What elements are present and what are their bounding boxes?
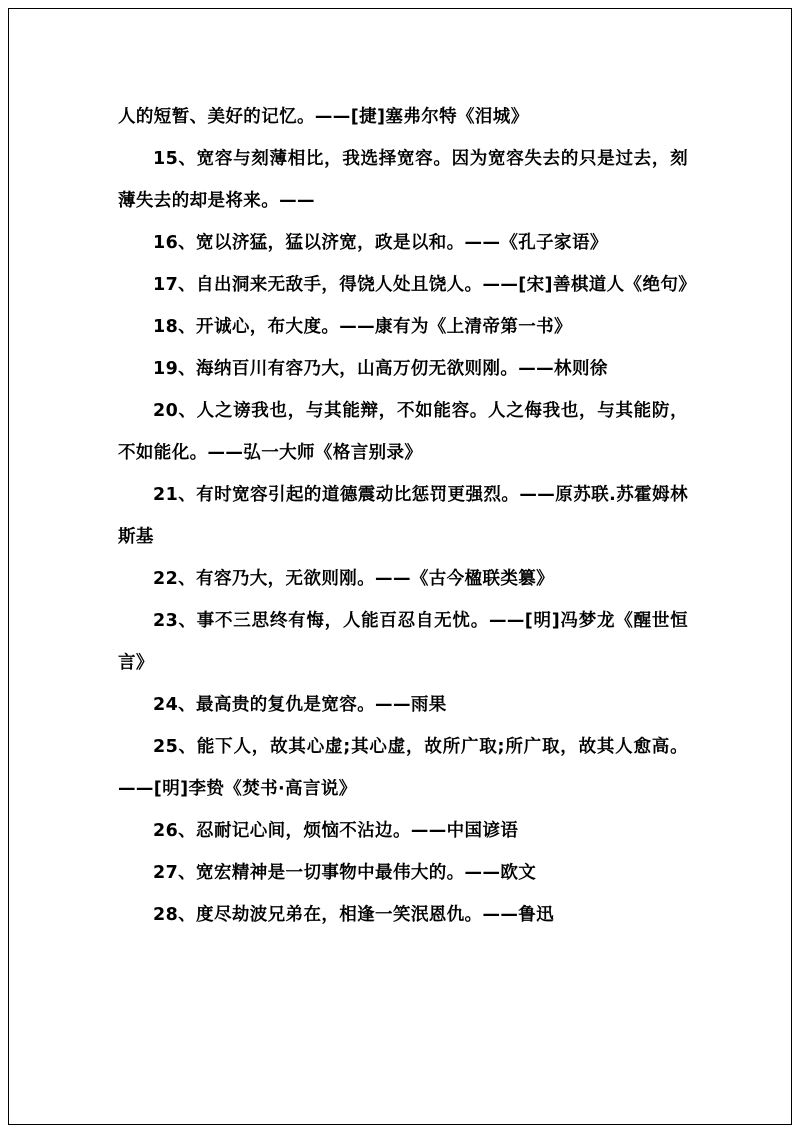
document-body [118, 96, 697, 936]
paragraph-continued: 人的短暂、美好的记忆。——[捷]塞弗尔特《泪城》 [118, 107, 529, 127]
paragraph-quote-24: 24、最高贵的复仇是宽容。——雨果 [153, 695, 447, 715]
paragraph-quote-19: 19、海纳百川有容乃大，山高万仞无欲则刚。——林则徐 [153, 359, 608, 379]
paragraph-quote-18: 18、开诚心，布大度。——康有为《上清帝第一书》 [153, 317, 572, 337]
paragraph-quote-21: 21、有时宽容引起的道德震动比惩罚更强烈。——原苏联.苏霍姆林斯基 [118, 485, 688, 547]
paragraph-quote-27: 27、宽宏精神是一切事物中最伟大的。——欧文 [153, 863, 537, 883]
paragraph-quote-23: 23、事不三思终有悔，人能百忍自无忧。——[明]冯梦龙《醒世恒言》 [118, 611, 688, 673]
paragraph-quote-28: 28、度尽劫波兄弟在，相逢一笑泯恩仇。——鲁迅 [153, 905, 555, 925]
paragraph-quote-16: 16、宽以济猛，猛以济宽，政是以和。——《孔子家语》 [153, 233, 608, 253]
paragraph-quote-25: 25、能下人，故其心虚;其心虚，故所广取;所广取，故其人愈高。——[明]李贽《焚书·高言说》 [118, 737, 688, 799]
paragraph-quote-20: 20、人之谤我也，与其能辩，不如能容。人之侮我也，与其能防，不如能化。——弘一大师《格言别录》 [118, 401, 688, 463]
paragraph-quote-17: 17、自出洞来无敌手，得饶人处且饶人。——[宋]善棋道人《绝句》 [153, 275, 697, 295]
paragraph-quote-26: 26、忍耐记心间，烦恼不沾边。——中国谚语 [153, 821, 519, 841]
paragraph-quote-22: 22、有容乃大，无欲则刚。——《古今楹联类篡》 [153, 569, 555, 589]
paragraph-quote-15: 15、宽容与刻薄相比，我选择宽容。因为宽容失去的只是过去，刻薄失去的却是将来。—— [118, 149, 688, 211]
